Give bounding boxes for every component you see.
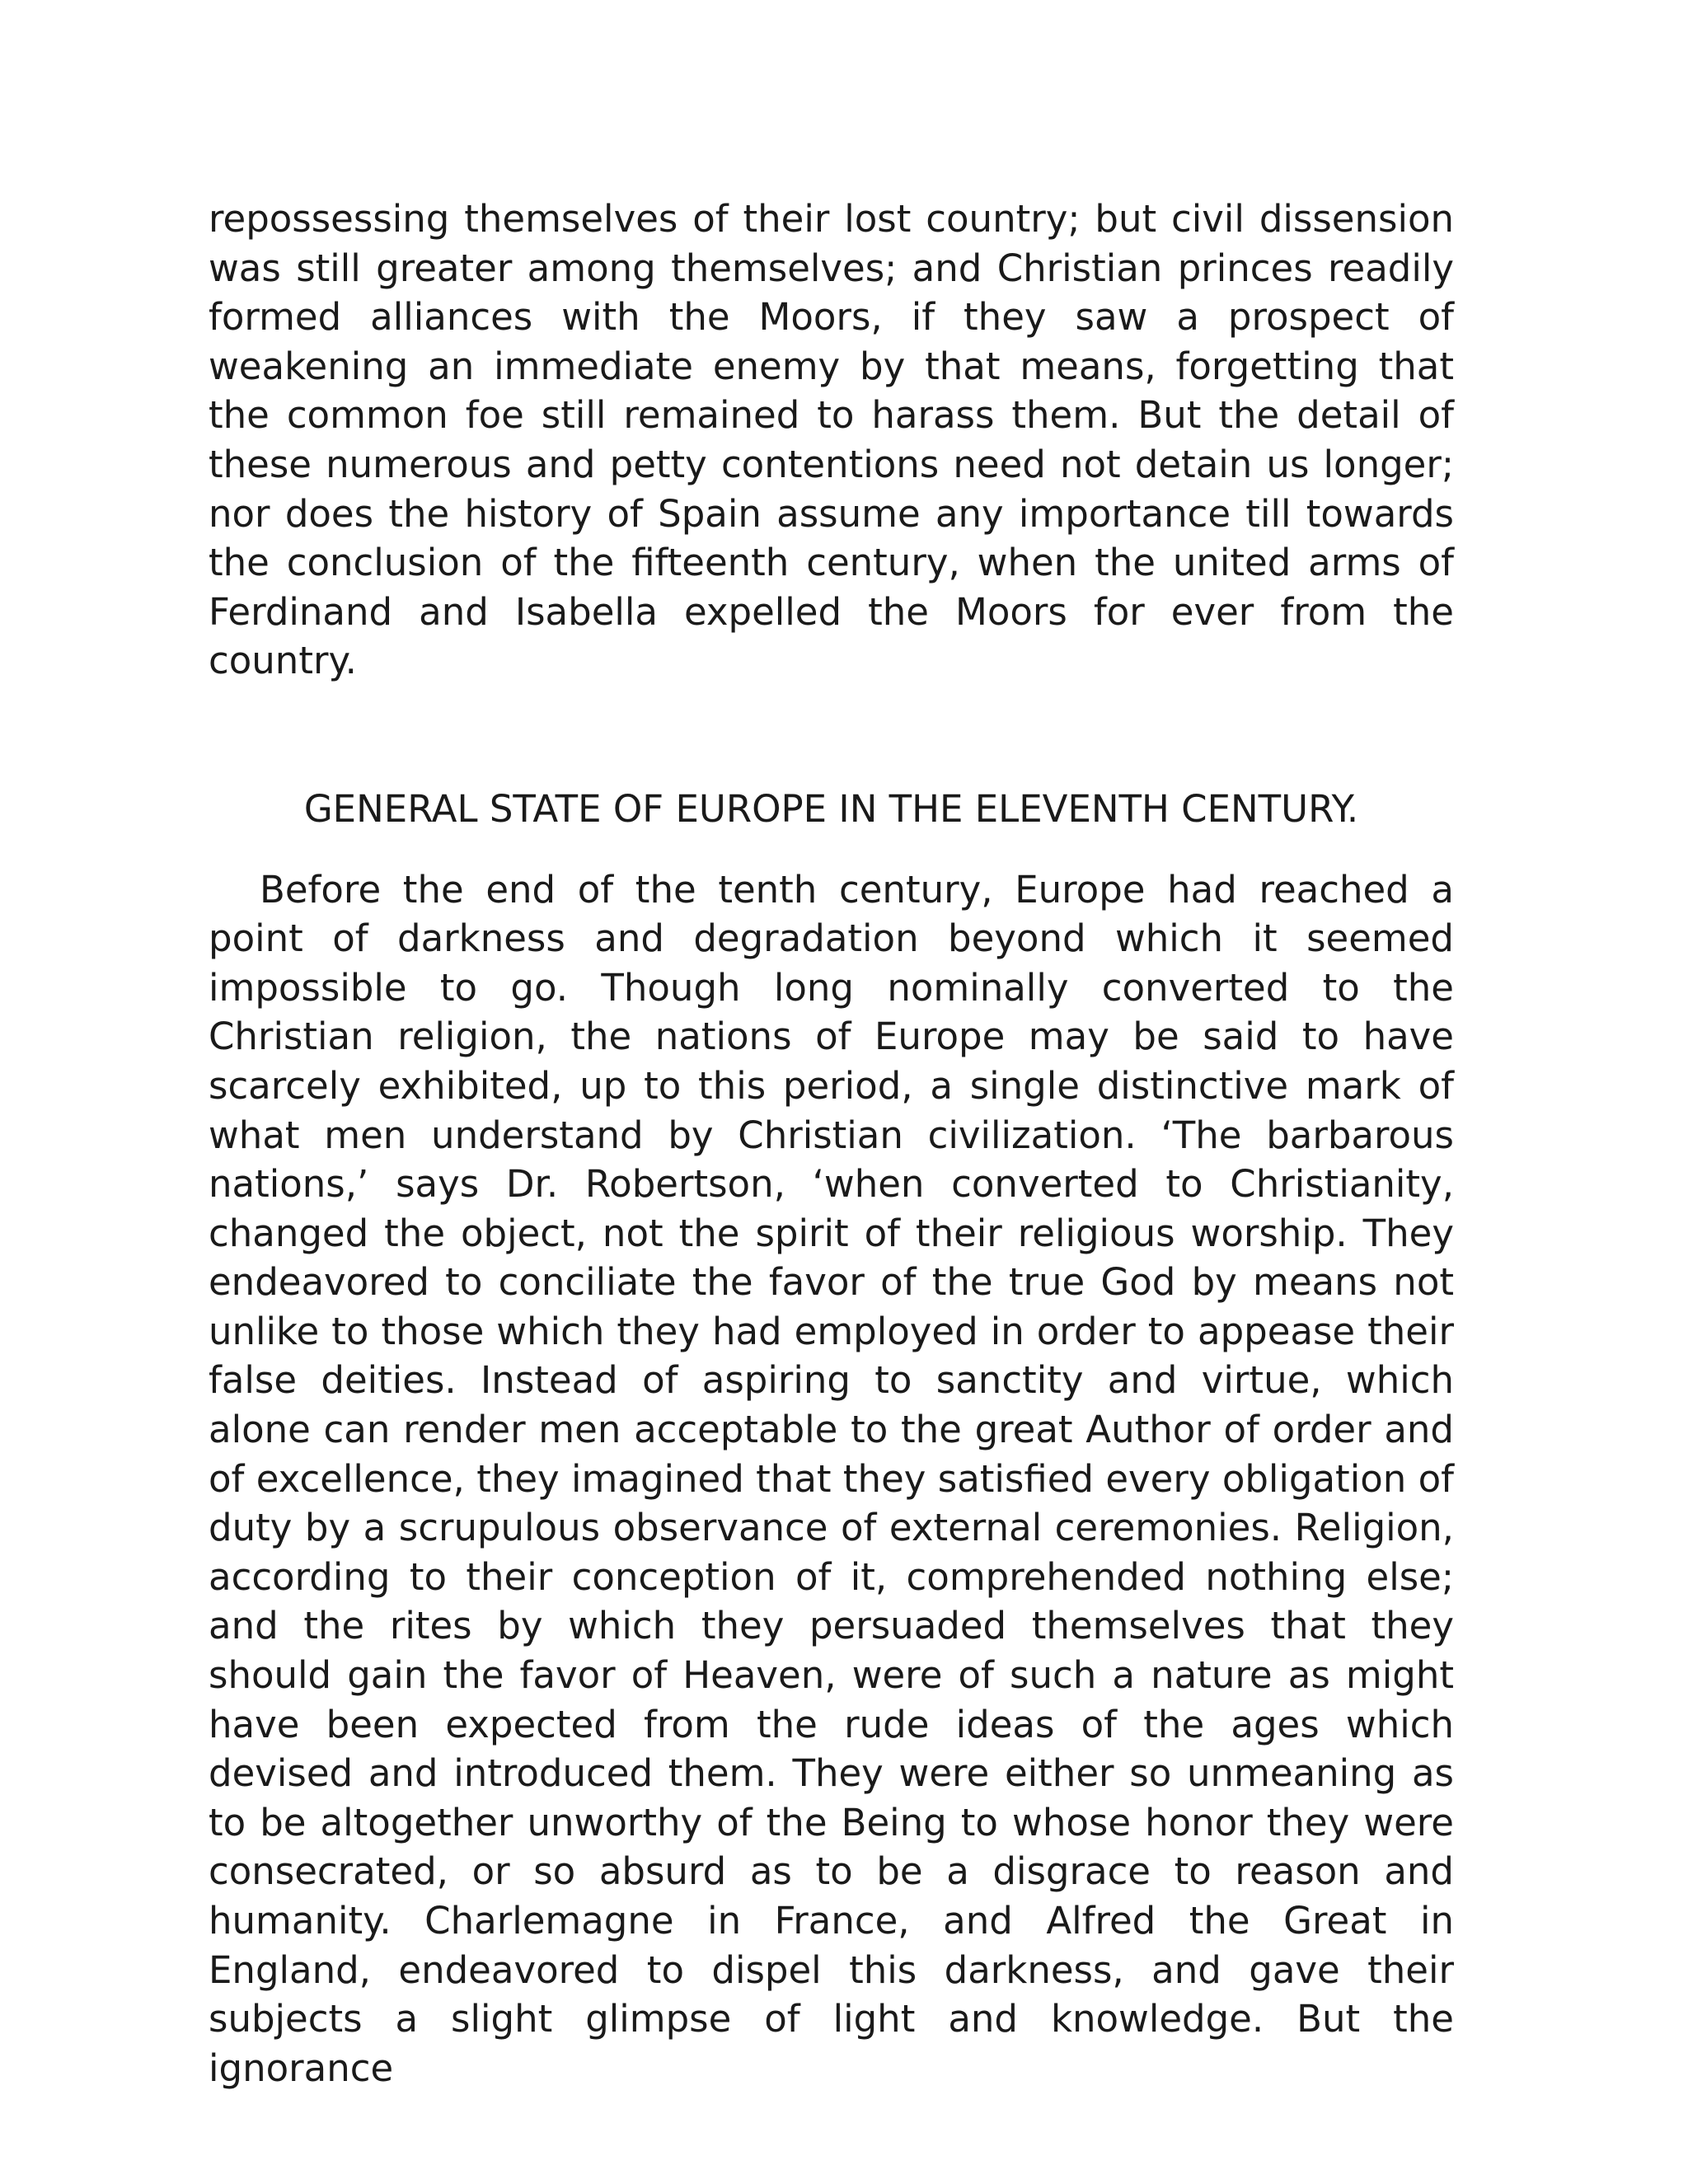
body-paragraph: Before the end of the tenth century, Europe had reached a point of darkness and degradation beyond which it seemed impossible to go. Though long nominally converted to the Christian religion, the nations of Europe may be said to have scarcely exhibited, up to this period, a single distinctive mark of what men understand by Christian civilization. ‘The barbarous nations,’ says Dr. Robertson, ‘when converted to Christianity, changed the object, not the spirit of their religious worship. They endeavored to conciliate the favor of the true God by means not unlike to those which they had employed in order to appease their false deities. Instead of aspiring to sanctity and virtue, which alone can render men acceptable to the great Author of order and of excellence, they imagined that they satisfied every obligation of duty by a scrupulous observance of external ceremonies. Religion, according to their conception of it, comprehended nothing else; and the rites by which they persuaded themselves that they should gain the favor of Heaven, were of such a nature as might have been expected from the rude ideas of the ages which devised and introduced them. They were either so unmeaning as to be altogether unworthy of the Being to whose honor they were consecrated, or so absurd as to be a disgrace to reason and humanity. Charlemagne in France, and Alfred the Great in England, endeavored to dispel this darkness, and gave their subjects a slight glimpse of light and knowledge. But the ignorance (209, 867, 1454, 2090)
body-paragraph-continuation: repossessing themselves of their lost country; but civil dissension was still greater among themselves; and Christian princes readily formed alliances with the Moors, if they saw a prospect of weakening an immediate enemy by that means, forgetting that the common foe still remained to harass them. But the detail of these numerous and petty contentions need not detain us longer; nor does the history of Spain assume any importance till towards the conclusion of the fifteenth century, when the united arms of Ferdinand and Isabella expelled the Moors for ever from the country. (209, 197, 1454, 683)
section-heading: GENERAL STATE OF EUROPE IN THE ELEVENTH CENTURY. (303, 786, 1359, 831)
document-page (209, 194, 1454, 2093)
